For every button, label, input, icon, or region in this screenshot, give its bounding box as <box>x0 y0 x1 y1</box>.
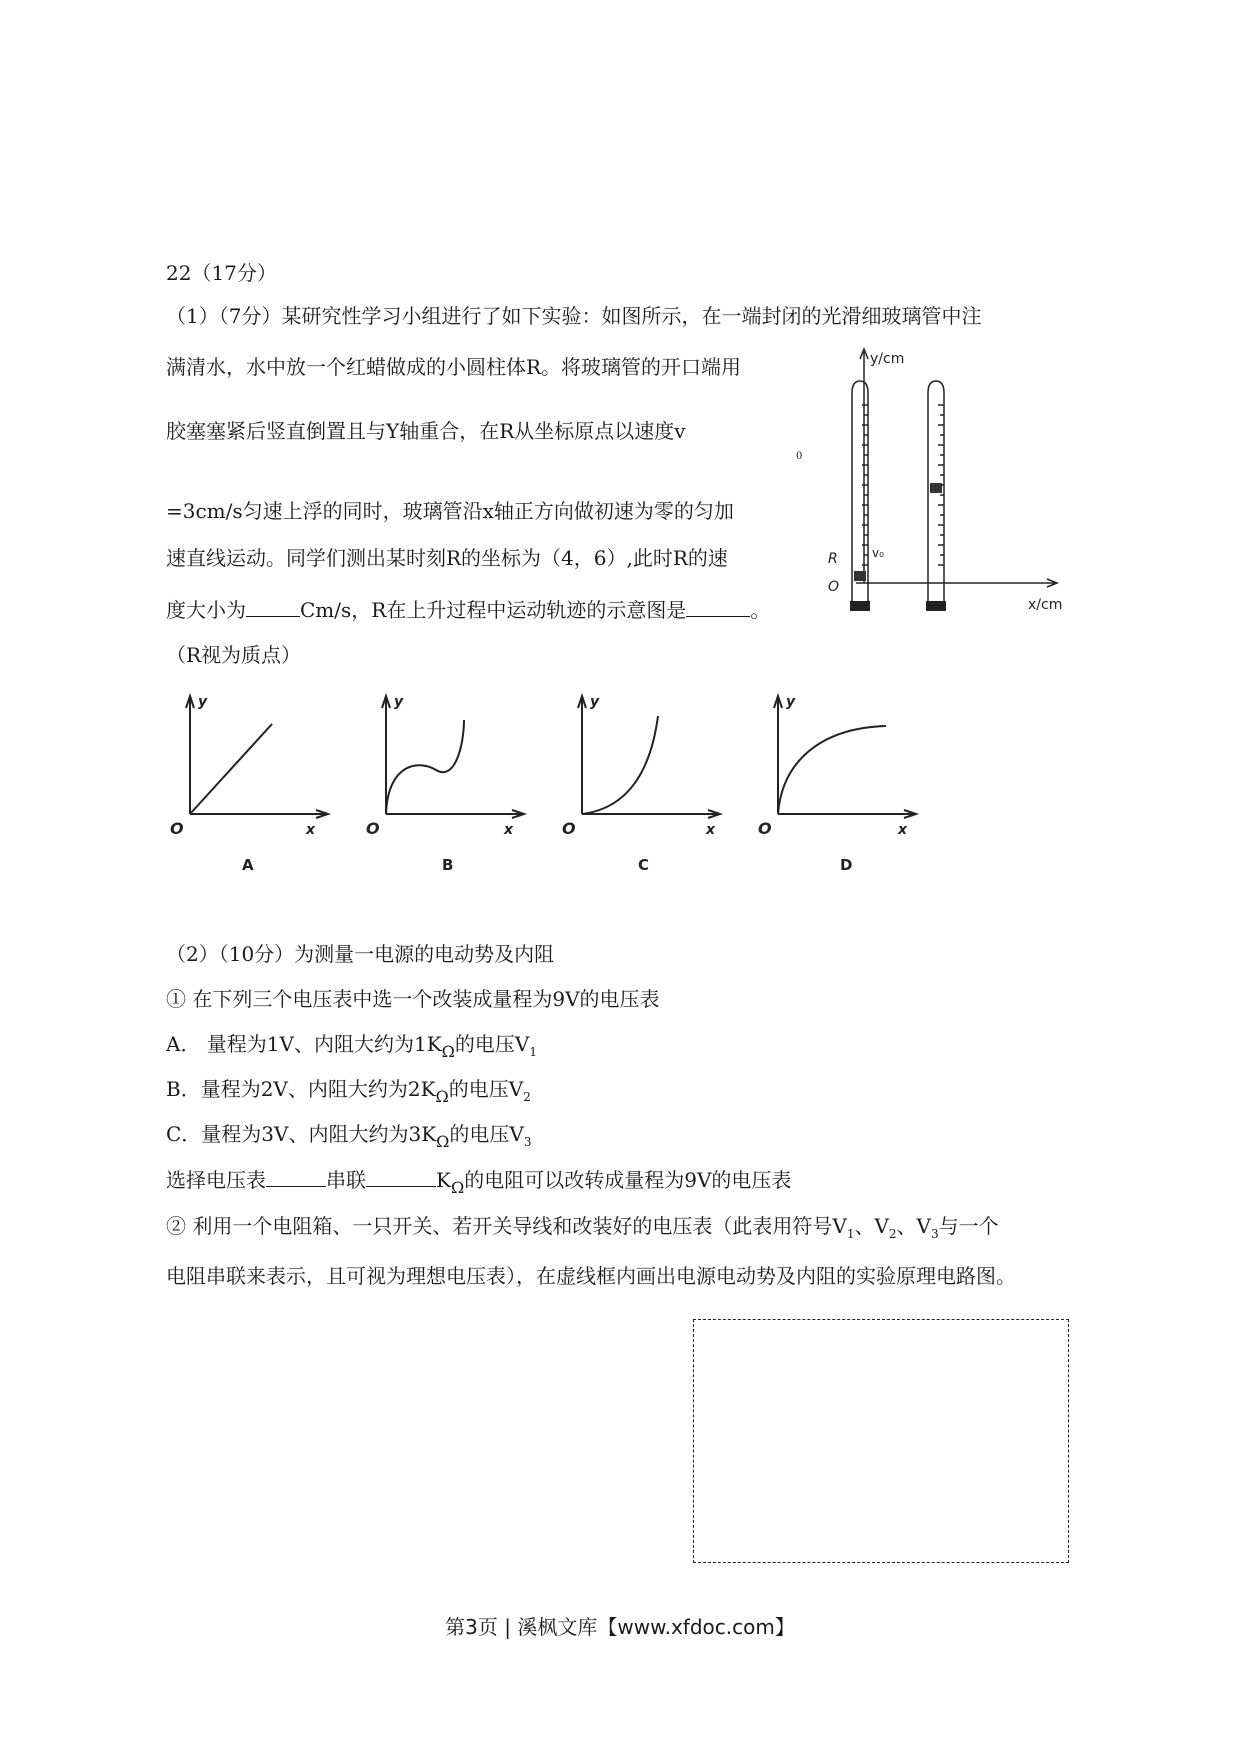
option-graph-a <box>166 690 336 880</box>
tube-v-label: v₀ <box>872 546 884 560</box>
left-wax-cylinder <box>854 571 866 581</box>
trajectory-answer-blank[interactable] <box>686 596 750 617</box>
voltmeter-option-b <box>166 1076 531 1110</box>
option-d-curve <box>778 726 886 814</box>
select-text-a: 选择电压表 <box>166 1168 266 1192</box>
speed-answer-blank[interactable] <box>246 596 300 617</box>
option-b-text: B．量程为2V、内阻大约为2K <box>166 1077 436 1101</box>
option-c-x-label: x <box>706 822 716 838</box>
option-c-curve <box>582 716 658 814</box>
option-b-origin: O <box>366 819 380 838</box>
part1-line7: （R视为质点） <box>166 643 302 667</box>
tube-r-label: R <box>828 551 838 567</box>
option-graph-d <box>754 690 924 880</box>
option-c-suffix: 的电压V <box>449 1122 524 1146</box>
option-a-x-label: x <box>306 822 316 838</box>
tube-axes <box>856 349 1057 587</box>
option-graph-b <box>362 690 532 880</box>
part1-line4: =3cm/s匀速上浮的同时，玻璃管沿x轴正方向做初速为零的匀加 <box>166 499 734 523</box>
tube-x-axis-label: x/cm <box>1028 597 1063 613</box>
voltmeter-answer-blank[interactable] <box>266 1166 326 1187</box>
option-b-curve <box>386 720 464 814</box>
part2-line3 <box>166 1213 999 1247</box>
v-subscript: 0 <box>796 451 803 462</box>
part1-line6c: 。 <box>750 598 771 622</box>
option-c-subscript: 3 <box>523 1135 532 1149</box>
voltmeter-option-a <box>166 1031 537 1065</box>
resistance-answer-blank[interactable] <box>366 1166 436 1187</box>
select-voltmeter-line <box>166 1166 791 1195</box>
option-a-suffix: 的电压V <box>454 1032 530 1056</box>
part2-line3d: 与一个 <box>938 1214 999 1238</box>
part1-line3: 胶塞塞紧后竖直倒置且与Y轴重合，在R从坐标原点以速度v <box>166 419 686 443</box>
part2-line3a: ② 利用一个电阻箱、一只开关、若开关导线和改装好的电压表（此表用符号V <box>166 1214 847 1238</box>
part2-line3c: 、V <box>896 1214 931 1238</box>
select-text-d: 的电阻可以改转成量程为9V的电压表 <box>464 1168 792 1192</box>
tube-figure <box>816 345 1078 620</box>
option-b-letter: B <box>442 856 454 874</box>
select-text-c: K <box>436 1168 451 1192</box>
option-c-letter: C <box>638 856 650 874</box>
option-a-text: A． 量程为1V、内阻大约为1K <box>166 1032 442 1056</box>
option-b-y-label: y <box>394 694 404 710</box>
option-a-curve <box>190 724 272 814</box>
tube-y-axis-label: y/cm <box>870 351 905 367</box>
tube-origin-label: O <box>828 579 840 595</box>
question-header: 22（17分） <box>166 261 277 285</box>
select-text-b: 串联 <box>326 1168 366 1192</box>
omega-symbol: Ω <box>441 1042 455 1061</box>
part2-line4: 电阻串联来表示，且可视为理想电压表），在虚线框内画出电源电动势及内阻的实验原理电路图。 <box>166 1264 1016 1288</box>
part1-line1: （1）（7分）某研究性学习小组进行了如下实验：如图所示，在一端封闭的光滑细玻璃管中注 <box>166 304 982 328</box>
part1-line5: 速直线运动。同学们测出某时刻R的坐标为（4，6）,此时R的速 <box>166 546 728 570</box>
option-c-y-label: y <box>590 694 600 710</box>
option-d-y-label: y <box>786 694 796 710</box>
sub-2: 2 <box>888 1227 897 1241</box>
part2-line1: （2）（10分）为测量一电源的电动势及内阻 <box>166 942 555 966</box>
right-stopper <box>926 601 946 611</box>
sub-1: 1 <box>846 1227 855 1241</box>
omega-symbol: Ω <box>450 1178 465 1197</box>
part1-line6b: Cm/s，R在上升过程中运动轨迹的示意图是 <box>300 598 687 622</box>
option-b-suffix: 的电压V <box>448 1077 524 1101</box>
omega-symbol: Ω <box>435 1087 449 1106</box>
circuit-answer-box[interactable] <box>693 1319 1069 1563</box>
option-a-y-label: y <box>198 694 208 710</box>
right-wax-cylinder <box>930 483 942 493</box>
part2-line3b: 、V <box>854 1214 889 1238</box>
option-d-letter: D <box>840 856 853 874</box>
option-d-x-label: x <box>898 822 908 838</box>
option-c-origin: O <box>562 819 576 838</box>
part2-line2: ① 在下列三个电压表中选一个改装成量程为9V的电压表 <box>166 987 660 1011</box>
option-c-text: C．量程为3V、内阻大约为3K <box>166 1122 437 1146</box>
option-a-origin: O <box>170 819 184 838</box>
part1-line2: 满清水，水中放一个红蜡做成的小圆柱体R。将玻璃管的开口端用 <box>166 355 742 379</box>
option-b-subscript: 2 <box>523 1090 531 1104</box>
sub-3: 3 <box>931 1227 939 1241</box>
option-d-origin: O <box>758 819 772 838</box>
option-graph-c <box>558 690 728 880</box>
omega-symbol: Ω <box>436 1132 450 1151</box>
part1-line6a: 度大小为 <box>166 598 246 622</box>
part1-line6 <box>166 596 770 623</box>
option-a-subscript: 1 <box>529 1045 537 1059</box>
left-stopper <box>850 601 870 611</box>
voltmeter-option-c <box>166 1121 532 1155</box>
left-glass-tube <box>852 381 868 603</box>
option-b-x-label: x <box>504 822 514 838</box>
option-a-letter: A <box>242 856 254 874</box>
page-footer: 第3页 | 溪枫文库【www.xfdoc.com】 <box>445 1615 795 1639</box>
